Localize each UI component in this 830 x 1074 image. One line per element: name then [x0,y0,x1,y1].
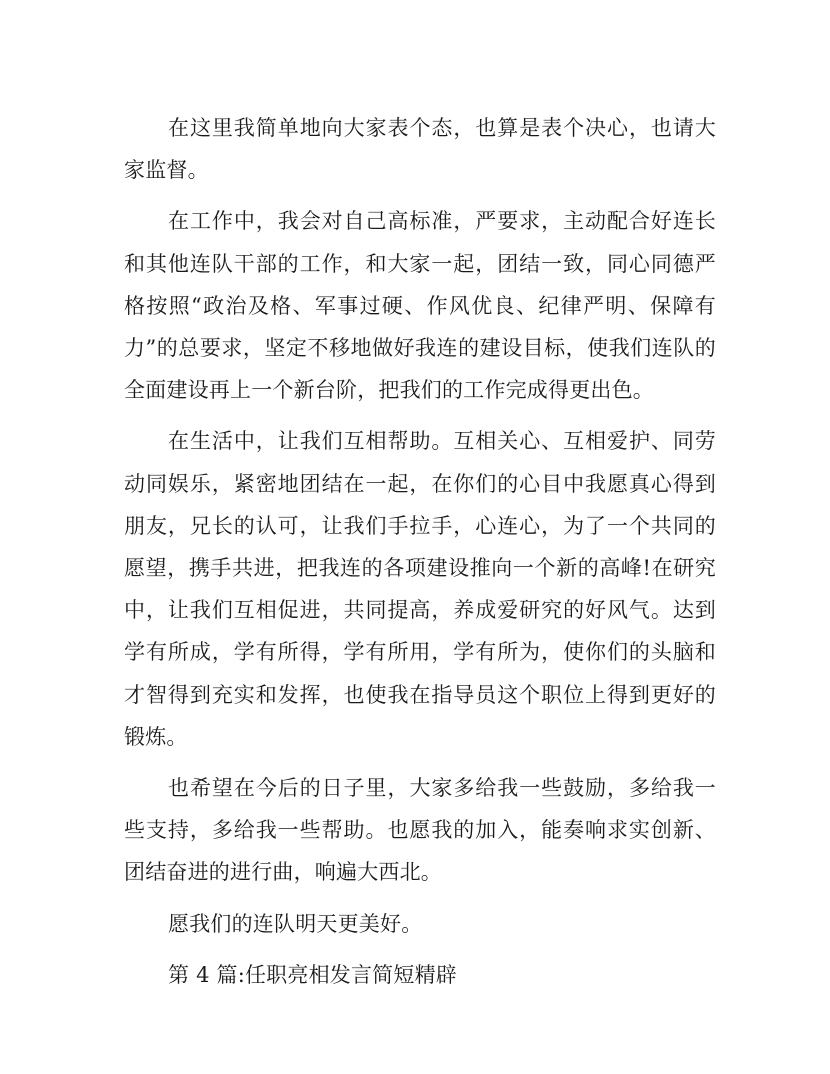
paragraph: 在这里我简单地向大家表个态，也算是表个决心，也请大家监督。 [124,116,716,183]
section-heading: 第 4 篇:任职亮相发言简短精辟 [168,962,457,987]
paragraph: 也希望在今后的日子里，大家多给我一些鼓励，多给我一些支持，多给我一些帮助。也愿我的加入，能奏响求实创新、团结奋进的进行曲，响遍大西北。 [124,776,716,885]
paragraph: 在生活中，让我们互相帮助。互相关心、互相爱护、同劳动同娱乐，紧密地团结在一起，在你们的心目中我愿真心得到朋友，兄长的认可，让我们手拉手，心连心，为了一个共同的愿望，携手共进，把我连的各项建设推向一个新的高峰!在研究中，让我们互相促进，共同提高，养成爱研究的好风气。达到学有所成，学有所得，学有所用，学有所为，使你们的头脑和才智得到充实和发挥，也使我在指导员这个职位上得到更好的锻炼。 [124,429,716,749]
paragraph: 愿我们的连队明天更美好。 [168,911,423,936]
document-body [124,107,716,996]
paragraph: 在工作中，我会对自己高标准，严要求，主动配合好连长和其他连队干部的工作，和大家一起，团结一致，同心同德严格按照“政治及格、军事过硬、作风优良、纪律严明、保障有力”的总要求，坚定不移地做好我连的建设目标，使我们连队的全面建设再上一个新台阶，把我们的工作完成得更出色。 [124,209,716,403]
